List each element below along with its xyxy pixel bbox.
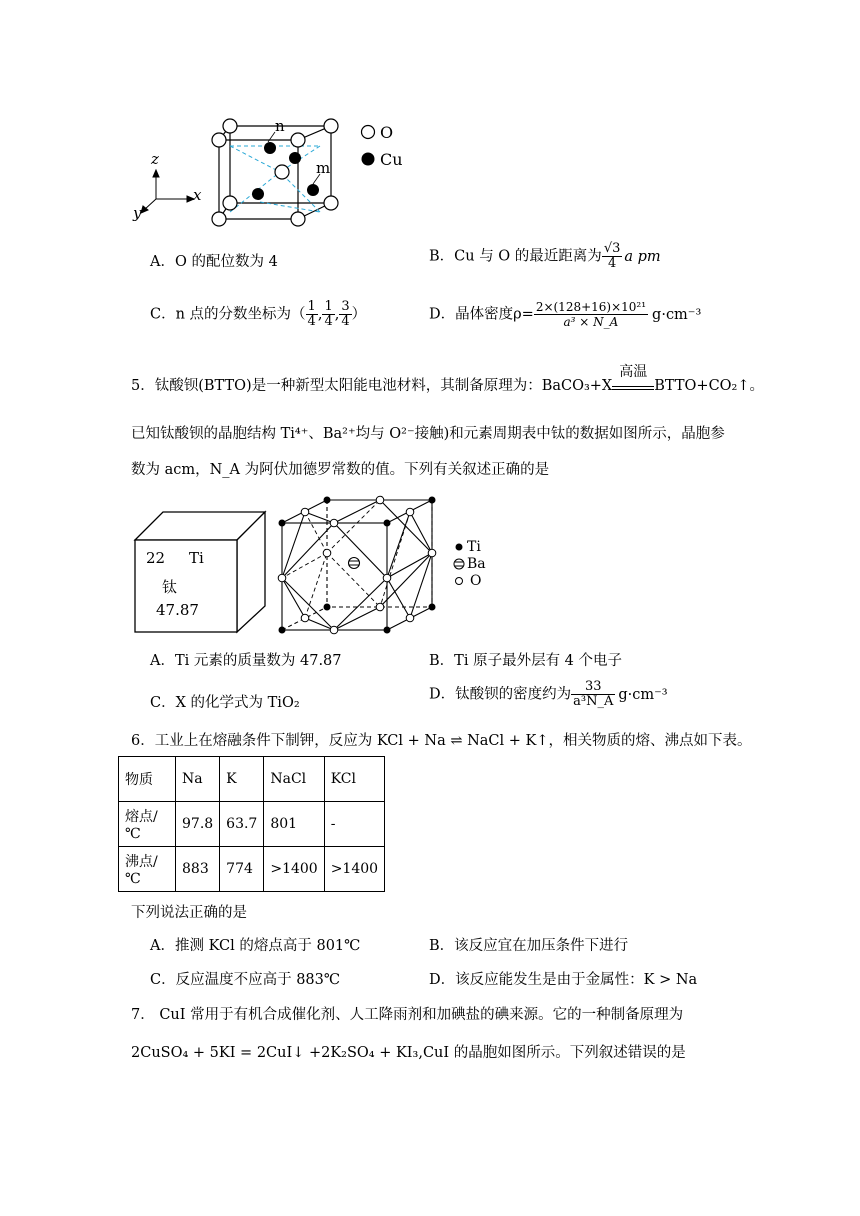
q5-line3: 数为 acm，N_A 为阿伏加德罗常数的值。下列有关叙述正确的是 xyxy=(131,462,550,478)
q5-d-numerator: 33 xyxy=(571,680,615,695)
table-row xyxy=(119,847,385,892)
element-number: 22 xyxy=(146,549,166,567)
q4-d-numerator: 2×(128+16)×10²¹ xyxy=(535,300,647,314)
q4-option-c-close: ） xyxy=(351,306,367,323)
table-cell: - xyxy=(324,802,384,847)
q5-option-d-unit: g·cm⁻³ xyxy=(618,686,668,703)
table-cell: 沸点/℃ xyxy=(119,847,176,892)
legend-o-label: O xyxy=(380,123,394,142)
titanium-element-box xyxy=(133,510,268,635)
table-header-cell: NaCl xyxy=(264,757,324,802)
q7-line1: 7． CuI 常用于有机合成催化剂、人工降雨剂和加碘盐的碘来源。它的一种制备原理为 xyxy=(131,1007,684,1023)
q4-b-denominator: 4 xyxy=(607,256,617,271)
table-header-cell: KCl xyxy=(324,757,384,802)
q6-option-b: B．该反应宜在加压条件下进行 xyxy=(429,938,629,954)
batio3-legend-symbols xyxy=(452,540,466,590)
q4-option-d-text: D．晶体密度ρ= xyxy=(429,306,534,323)
q5-line2: 已知钛酸钡的晶胞结构 Ti⁴⁺、Ba²⁺均与 O²⁻接触)和元素周期表中钛的数据如图所示，晶胞参 xyxy=(131,426,725,442)
axis-x-label: x xyxy=(193,186,202,204)
q4-d-denominator: a³ × N_A xyxy=(563,315,619,329)
q5-option-d xyxy=(429,680,668,709)
axis-z-label: z xyxy=(151,150,159,168)
table-cell: 774 xyxy=(220,847,264,892)
q5-line1-end: BTTO+CO₂↑。 xyxy=(654,378,765,394)
axis-y-label: y xyxy=(133,204,142,222)
table-cell: >1400 xyxy=(324,847,384,892)
q4-option-b-text: B．Cu 与 O 的最近距离为 xyxy=(429,248,602,265)
q4-c-frac3-den: 4 xyxy=(341,314,350,329)
table-cell: 97.8 xyxy=(176,802,220,847)
label-n: n xyxy=(275,117,285,135)
q4-option-d-unit: g·cm⁻³ xyxy=(652,306,702,323)
properties-table xyxy=(118,756,385,892)
table-cell: 801 xyxy=(264,802,324,847)
q5-line1-text: 5．钛酸钡(BTTO)是一种新型太阳能电池材料，其制备原理为：BaCO₃+X xyxy=(131,378,613,394)
table-row xyxy=(119,802,385,847)
legend-o-label-q5: O xyxy=(470,573,482,589)
q4-b-numerator: √3 xyxy=(603,241,621,256)
q4-c-frac3-num: 3 xyxy=(341,299,350,314)
q4-c-frac2-num: 1 xyxy=(324,299,333,314)
table-header-cell: 物质 xyxy=(119,757,176,802)
q4-c-frac1-den: 4 xyxy=(307,314,316,329)
q6-option-a: A．推测 KCl 的熔点高于 801℃ xyxy=(150,938,361,954)
cu-o-unit-cell-figure xyxy=(120,112,420,227)
q4-option-c-text: C．n 点的分数坐标为（ xyxy=(150,306,306,323)
q4-option-b-unit: a pm xyxy=(624,248,661,265)
element-name: 钛 xyxy=(162,578,178,596)
table-cell: 63.7 xyxy=(220,802,264,847)
table-header-row xyxy=(119,757,385,802)
q5-condition: 高温 xyxy=(619,364,648,380)
q5-d-denominator: a³N_A xyxy=(573,694,614,709)
q5-line1 xyxy=(131,364,765,396)
legend-ba-label: Ba xyxy=(467,556,486,572)
q4-c-frac1-num: 1 xyxy=(307,299,316,314)
q7-line2: 2CuSO₄ + 5KI = 2CuI↓ +2K₂SO₄ + KI₃,CuI 的晶胞如图所示。下列叙述错误的是 xyxy=(131,1045,686,1061)
legend-ti-label: Ti xyxy=(467,539,481,555)
element-mass: 47.87 xyxy=(156,601,199,619)
q4-option-a: A．O 的配位数为 4 xyxy=(150,254,278,270)
q4-c-frac2-den: 4 xyxy=(324,314,333,329)
q6-option-c: C．反应温度不应高于 883℃ xyxy=(150,972,341,988)
q4-option-b xyxy=(429,242,661,271)
batio3-unit-cell-figure xyxy=(270,490,445,640)
q5-option-c: C．X 的化学式为 TiO₂ xyxy=(150,695,300,711)
table-header-cell: K xyxy=(220,757,264,802)
q5-option-b: B．Ti 原子最外层有 4 个电子 xyxy=(429,653,623,669)
q5-option-a: A．Ti 元素的质量数为 47.87 xyxy=(150,653,342,669)
q6-intro: 6．工业上在熔融条件下制钾，反应为 KCl + Na ⇌ NaCl + K↑，相关物质的熔、沸点如下表。 xyxy=(131,733,752,749)
table-cell: 883 xyxy=(176,847,220,892)
table-cell: 熔点/℃ xyxy=(119,802,176,847)
legend-cu-label: Cu xyxy=(380,150,403,169)
q6-prompt: 下列说法正确的是 xyxy=(131,905,247,921)
element-symbol: Ti xyxy=(189,549,204,567)
q4-option-d xyxy=(429,300,701,329)
q5-option-d-text: D．钛酸钡的密度约为 xyxy=(429,686,572,703)
q6-option-d: D．该反应能发生是由于金属性：K > Na xyxy=(429,972,698,988)
q4-option-c: C．n 点的分数坐标为（ $\frac{1}{4}$ , $\frac{1}{4}$ , $\frac{3}{4}$ ） xyxy=(150,299,367,329)
label-m: m xyxy=(316,159,331,177)
table-header-cell: Na xyxy=(176,757,220,802)
table-cell: >1400 xyxy=(264,847,324,892)
